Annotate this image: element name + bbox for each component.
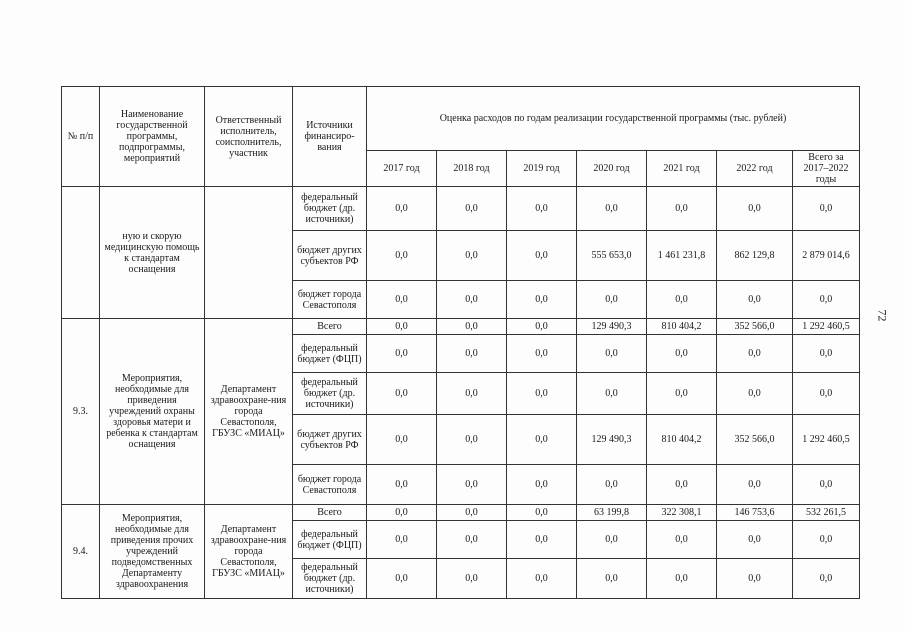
value: 0,0 — [647, 373, 717, 415]
measure-name: Мероприятия, необходимые для приведения прочих учреждений подведомственных Департаменту здравоохранения — [100, 505, 205, 599]
value: 0,0 — [367, 559, 437, 599]
row-num: 9.3. — [62, 319, 100, 505]
value: 0,0 — [577, 281, 647, 319]
value: 0,0 — [437, 335, 507, 373]
value: 0,0 — [507, 373, 577, 415]
responsible — [205, 187, 293, 319]
value: 862 129,8 — [717, 231, 793, 281]
source: федеральный бюджет (ФЦП) — [293, 521, 367, 559]
value: 0,0 — [367, 373, 437, 415]
source: федеральный бюджет (ФЦП) — [293, 335, 367, 373]
value: 0,0 — [367, 187, 437, 231]
header-year: 2018 год — [437, 151, 507, 187]
value: 0,0 — [577, 559, 647, 599]
value: 1 292 460,5 — [793, 415, 860, 465]
value: 810 404,2 — [647, 319, 717, 335]
value: 0,0 — [647, 521, 717, 559]
header-year: 2020 год — [577, 151, 647, 187]
value: 0,0 — [507, 319, 577, 335]
value: 0,0 — [367, 505, 437, 521]
value: 0,0 — [367, 415, 437, 465]
responsible: Департамент здравоохране-ния города Севастополя, ГБУЗС «МИАЦ» — [205, 319, 293, 505]
value: 0,0 — [437, 373, 507, 415]
value: 0,0 — [507, 231, 577, 281]
header-sources: Источники финансиро-вания — [293, 87, 367, 187]
header-year: 2021 год — [647, 151, 717, 187]
source: бюджет других субъектов РФ — [293, 415, 367, 465]
value: 0,0 — [367, 231, 437, 281]
value: 0,0 — [647, 335, 717, 373]
value: 0,0 — [577, 373, 647, 415]
value: 0,0 — [437, 505, 507, 521]
responsible: Департамент здравоохране-ния города Севастополя, ГБУЗС «МИАЦ» — [205, 505, 293, 599]
header-year: 2017 год — [367, 151, 437, 187]
value: 810 404,2 — [647, 415, 717, 465]
source: федеральный бюджет (др. источники) — [293, 373, 367, 415]
value: 129 490,3 — [577, 415, 647, 465]
value: 0,0 — [437, 559, 507, 599]
table-row — [62, 505, 860, 521]
source: федеральный бюджет (др. источники) — [293, 559, 367, 599]
source: Всего — [293, 319, 367, 335]
value: 0,0 — [717, 373, 793, 415]
value: 0,0 — [437, 281, 507, 319]
value: 0,0 — [717, 521, 793, 559]
row-num — [62, 187, 100, 319]
value: 0,0 — [367, 521, 437, 559]
value: 129 490,3 — [577, 319, 647, 335]
value: 0,0 — [717, 559, 793, 599]
value: 63 199,8 — [577, 505, 647, 521]
value: 0,0 — [793, 521, 860, 559]
value: 352 566,0 — [717, 319, 793, 335]
value: 555 653,0 — [577, 231, 647, 281]
value: 0,0 — [437, 187, 507, 231]
value: 0,0 — [647, 187, 717, 231]
value: 0,0 — [367, 335, 437, 373]
value: 0,0 — [647, 465, 717, 505]
value: 0,0 — [507, 521, 577, 559]
value: 1 292 460,5 — [793, 319, 860, 335]
value: 0,0 — [367, 465, 437, 505]
source: Всего — [293, 505, 367, 521]
value: 0,0 — [577, 335, 647, 373]
value: 0,0 — [793, 281, 860, 319]
value: 146 753,6 — [717, 505, 793, 521]
value: 0,0 — [437, 521, 507, 559]
header-year: 2019 год — [507, 151, 577, 187]
header-num: № п/п — [62, 87, 100, 187]
measure-name: Мероприятия, необходимые для приведения учреждений охраны здоровья матери и ребенка к стандартам оснащения — [100, 319, 205, 505]
value: 0,0 — [793, 335, 860, 373]
value: 0,0 — [437, 319, 507, 335]
value: 0,0 — [577, 521, 647, 559]
value: 0,0 — [577, 187, 647, 231]
value: 0,0 — [793, 187, 860, 231]
value: 0,0 — [717, 335, 793, 373]
header-estimate: Оценка расходов по годам реализации государственной программы (тыс. рублей) — [367, 87, 860, 151]
page-number: 72 — [875, 309, 890, 322]
value: 0,0 — [507, 281, 577, 319]
value: 0,0 — [507, 465, 577, 505]
header-responsible: Ответственный исполнитель, соисполнитель, участник — [205, 87, 293, 187]
value: 0,0 — [507, 187, 577, 231]
value: 0,0 — [647, 281, 717, 319]
value: 0,0 — [507, 559, 577, 599]
source: бюджет города Севастополя — [293, 281, 367, 319]
value: 0,0 — [577, 465, 647, 505]
header-total: Всего за 2017–2022 годы — [793, 151, 860, 187]
table-row — [62, 187, 860, 231]
value: 2 879 014,6 — [793, 231, 860, 281]
measure-name: ную и скорую медицинскую помощь к стандартам оснащения — [100, 187, 205, 319]
value: 0,0 — [437, 415, 507, 465]
header-year: 2022 год — [717, 151, 793, 187]
value: 0,0 — [793, 465, 860, 505]
value: 0,0 — [437, 465, 507, 505]
value: 0,0 — [507, 335, 577, 373]
source: бюджет города Севастополя — [293, 465, 367, 505]
value: 322 308,1 — [647, 505, 717, 521]
value: 0,0 — [437, 231, 507, 281]
source: федеральный бюджет (др. источники) — [293, 187, 367, 231]
header-name: Наименование государственной программы, подпрограммы, мероприятий — [100, 87, 205, 187]
value: 0,0 — [717, 465, 793, 505]
value: 0,0 — [647, 559, 717, 599]
value: 0,0 — [507, 505, 577, 521]
value: 532 261,5 — [793, 505, 860, 521]
table-row — [62, 319, 860, 335]
value: 0,0 — [717, 187, 793, 231]
source: бюджет других субъектов РФ — [293, 231, 367, 281]
value: 0,0 — [367, 281, 437, 319]
value: 0,0 — [367, 319, 437, 335]
value: 0,0 — [793, 373, 860, 415]
value: 1 461 231,8 — [647, 231, 717, 281]
value: 0,0 — [793, 559, 860, 599]
row-num: 9.4. — [62, 505, 100, 599]
value: 0,0 — [717, 281, 793, 319]
budget-table — [61, 86, 860, 599]
value: 352 566,0 — [717, 415, 793, 465]
value: 0,0 — [507, 415, 577, 465]
